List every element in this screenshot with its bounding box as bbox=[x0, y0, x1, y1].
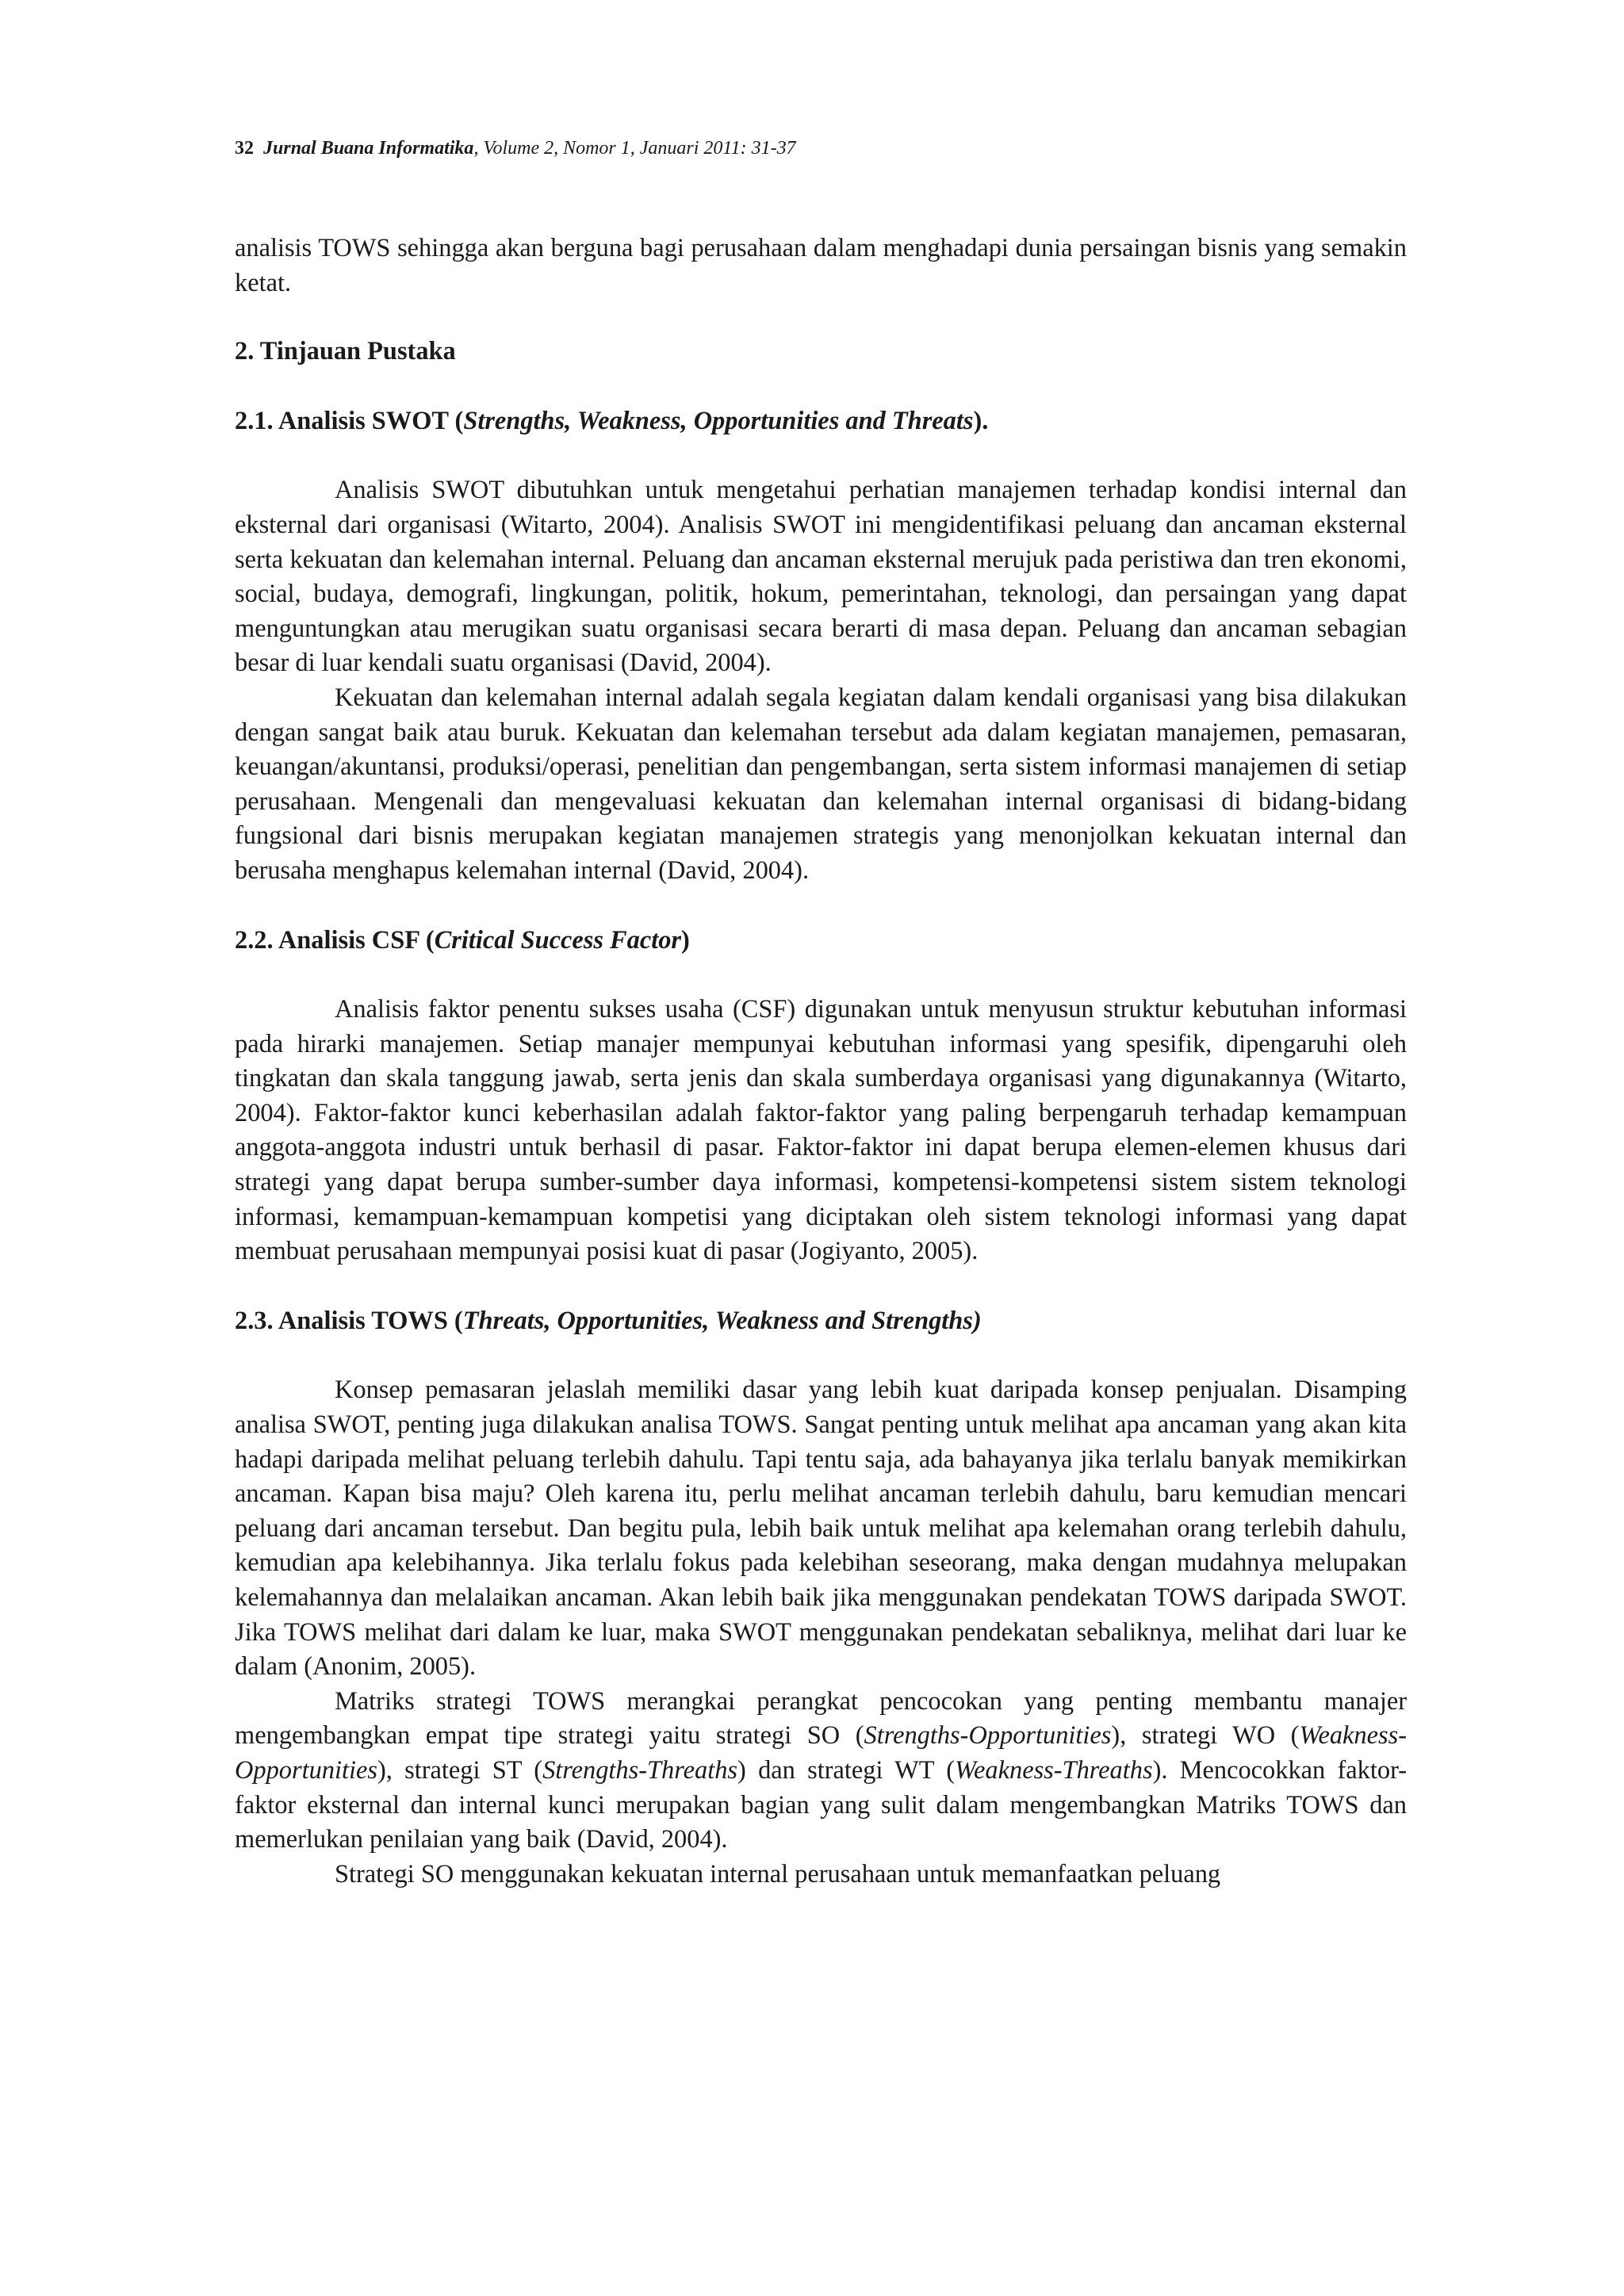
tows-p2-text-5: ). Mencocokkan faktor-faktor eksternal dan internal kunci merupakan bagian yang sulit dalam mengembangkan Matriks TOWS dan memerlukan penilaian yang baik (David, 2004). bbox=[235, 1755, 1407, 1854]
subsection-heading-csf bbox=[235, 924, 1407, 959]
tows-heading-italic: Threats, Opportunities, Weakness and Strengths) bbox=[462, 1306, 982, 1335]
section-heading-tinjauan-pustaka: 2. Tinjauan Pustaka bbox=[235, 337, 456, 366]
tows-paragraph-3: Strategi SO menggunakan kekuatan internal perusahaan untuk memanfaatkan peluang bbox=[335, 1859, 1221, 1888]
tows-p2-italic-wo: Weakness-Opportunities bbox=[235, 1721, 1407, 1785]
page-number: 32 bbox=[235, 138, 254, 159]
swot-paragraph-2: Kekuatan dan kelemahan internal adalah segala kegiatan dalam kendali organisasi yang bisa dilakukan dengan sangat baik atau buruk. Kekuatan dan kelemahan tersebut ada dalam kegiatan manajemen, pemasaran, keuangan/akuntansi, produksi/operasi, penelitian dan pengembangan, serta sistem informasi manajemen di setiap perusahaan. Mengenali dan mengevaluasi kekuatan dan kelemahan internal organisasi di bidang-bidang fungsional dari bisnis merupakan kegiatan manajemen strategis yang menonjolkan kekuatan internal dan berusaha menghapus kelemahan internal (David, 2004). bbox=[235, 683, 1407, 885]
subsection-heading-swot bbox=[235, 404, 1407, 439]
swot-paragraph-1: Analisis SWOT dibutuhkan untuk mengetahui perhatian manajemen terhadap kondisi internal dan eksternal dari organisasi (Witarto, 2004). Analisis SWOT ini mengidentifikasi peluang dan ancaman eksternal serta kekuatan dan kelemahan internal. Peluang dan ancaman eksternal merujuk pada peristiwa dan tren ekonomi, social, budaya, demografi, lingkungan, politik, hokum, pemerintahan, teknologi, dan persaingan yang dapat menguntungkan atau merugikan suatu organisasi secara berarti di masa depan. Peluang dan ancaman sebagian besar di luar kendali suatu organisasi (David, 2004). bbox=[235, 476, 1407, 678]
tows-p2-text-4: ) dan strategi WT ( bbox=[737, 1755, 956, 1785]
csf-paragraph-1: Analisis faktor penentu sukses usaha (CSF) digunakan untuk menyusun struktur kebutuhan informasi pada hirarki manajemen. Setiap manajer mempunyai kebutuhan informasi yang spesifik, dipengaruhi oleh tingkatan dan skala tanggung jawab, serta jenis dan skala sumberdaya organisasi yang digunakannya (Witarto, 2004). Faktor-faktor kunci keberhasilan adalah faktor-faktor yang paling berpengaruh terhadap kemampuan anggota-anggota industri untuk berhasil di pasar. Faktor-faktor ini dapat berupa elemen-elemen khusus dari strategi yang dapat berupa sumber-sumber daya informasi, kompetensi-kompetensi sistem sistem teknologi informasi, kemampuan-kemampuan kompetisi yang diciptakan oleh sistem teknologi informasi yang dapat membuat perusahaan mempunyai posisi kuat di pasar (Jogiyanto, 2005). bbox=[235, 995, 1407, 1266]
tows-p2-italic-so: Strengths-Opportunities bbox=[864, 1721, 1112, 1751]
tows-heading-prefix: 2.3. Analisis TOWS ( bbox=[235, 1306, 463, 1335]
subsection-heading-tows bbox=[235, 1304, 1407, 1339]
journal-details: , Volume 2, Nomor 1, Januari 2011: 31-37 bbox=[473, 138, 796, 159]
intro-paragraph: analisis TOWS sehingga akan berguna bagi perusahaan dalam menghadapi dunia persaingan bisnis yang semakin ketat. bbox=[235, 234, 1407, 297]
journal-name: Jurnal Buana Informatika bbox=[263, 138, 474, 159]
csf-heading-suffix: ) bbox=[681, 925, 690, 955]
tows-p2-text-3: ), strategi ST ( bbox=[377, 1755, 543, 1785]
tows-p2-text-2: ), strategi WO ( bbox=[1111, 1721, 1300, 1751]
tows-p2-italic-st: Strengths-Threaths bbox=[542, 1755, 737, 1785]
tows-paragraph-2 bbox=[235, 1685, 1407, 1858]
tows-p2-italic-wt: Weakness-Threaths bbox=[955, 1755, 1153, 1785]
running-header bbox=[235, 136, 796, 160]
article-body bbox=[235, 232, 1407, 1892]
csf-heading-italic: Critical Success Factor bbox=[434, 925, 682, 955]
swot-heading-prefix: 2.1. Analisis SWOT ( bbox=[235, 406, 464, 435]
tows-p2-text-1: Matriks strategi TOWS merangkai perangkat pencocokan yang penting membantu manajer mengembangkan empat tipe strategi yaitu strategi SO ( bbox=[235, 1686, 1407, 1751]
swot-heading-suffix: ). bbox=[973, 406, 989, 435]
csf-heading-prefix: 2.2. Analisis CSF ( bbox=[235, 925, 435, 955]
swot-heading-italic: Strengths, Weakness, Opportunities and Threats bbox=[463, 406, 974, 435]
tows-paragraph-1: Konsep pemasaran jelaslah memiliki dasar yang lebih kuat daripada konsep penjualan. Disamping analisa SWOT, penting juga dilakukan analisa TOWS. Sangat penting untuk melihat apa ancaman yang akan kita hadapi daripada melihat peluang terlebih dahulu. Tapi tentu saja, ada bahayanya jika terlalu banyak memikirkan ancaman. Kapan bisa maju? Oleh karena itu, perlu melihat ancaman terlebih dahulu, baru kemudian mencari peluang dari ancaman tersebut. Dan begitu pula, lebih baik untuk melihat apa kelemahan orang terlebih dahulu, kemudian apa kelebihannya. Jika terlalu fokus pada kelebihan seseorang, maka dengan mudahnya melupakan kelemahannya dan melalaikan ancaman. Akan lebih baik jika menggunakan pendekatan TOWS daripada SWOT. Jika TOWS melihat dari dalam ke luar, maka SWOT menggunakan pendekatan sebaliknya, melihat dari luar ke dalam (Anonim, 2005). bbox=[235, 1376, 1407, 1682]
